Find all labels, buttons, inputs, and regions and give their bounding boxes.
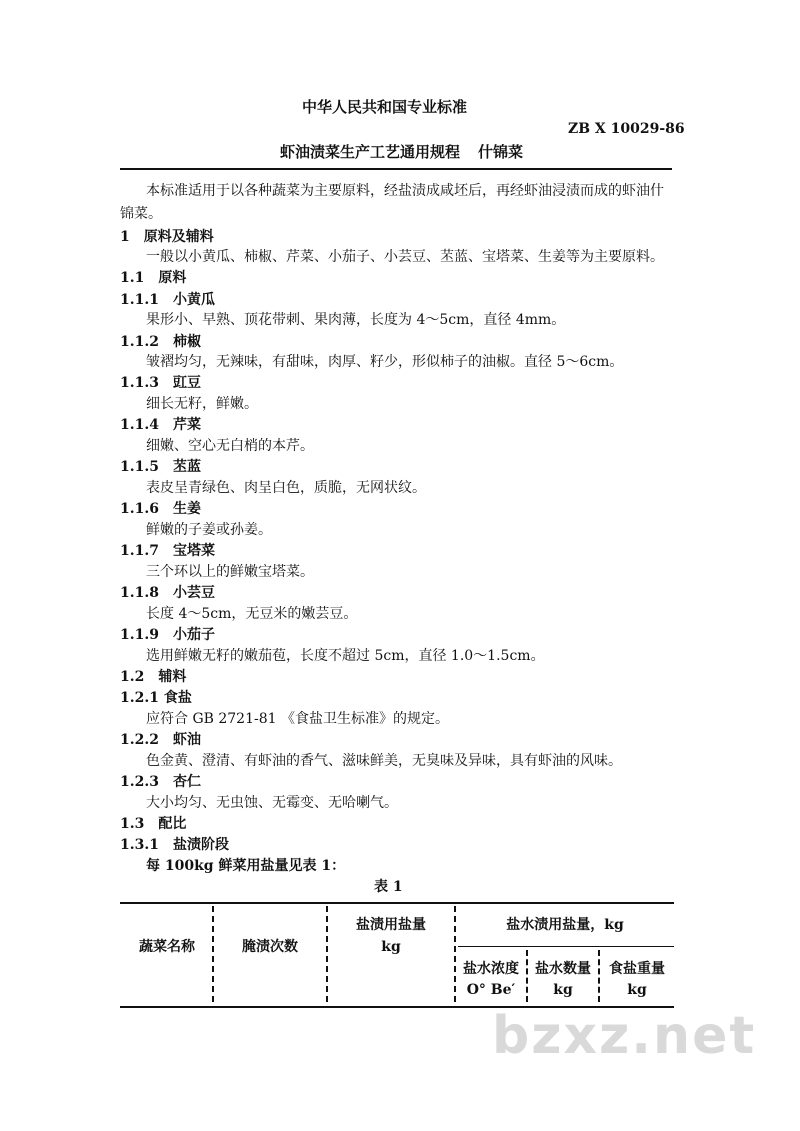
header-rule <box>120 168 672 170</box>
intro-line-2: 锦菜。 <box>120 206 162 222</box>
section-1-1-7-heading: 1.1.7 宝塔菜 <box>120 543 215 559</box>
section-1-1-1-text: 果形小、早熟、顶花带刺、果肉薄，长度为 4～5cm，直径 4mm。 <box>146 312 566 328</box>
section-1-1-9-heading: 1.1.9 小茄子 <box>120 627 215 643</box>
subheader-brine-concentration: 盐水浓度 <box>463 961 519 977</box>
header-salt-amount: 盐渍用盐量 <box>356 917 426 933</box>
header-brine-salt: 盐水渍用盐量，kg <box>506 917 624 933</box>
section-1-1-2-text: 皱褶均匀，无辣味，有甜味，肉厚、籽少，形似柿子的油椒。直径 5～6cm。 <box>146 354 624 370</box>
subheader-salt-weight-unit: kg <box>627 982 647 998</box>
section-1-2-1-text: 应符合 GB 2721-81 《食盐卫生标准》的规定。 <box>146 711 449 727</box>
header-pickling-times: 腌渍次数 <box>242 939 298 955</box>
section-1-1-8-heading: 1.1.8 小芸豆 <box>120 585 215 601</box>
subheader-brine-concentration-unit: O° Be′ <box>466 982 516 998</box>
section-1-2-1-heading: 1.2.1 食盐 <box>120 690 192 706</box>
header-salt-unit: kg <box>381 939 401 955</box>
section-1-2-3-heading: 1.2.3 杏仁 <box>120 774 201 790</box>
table-top-rule <box>120 902 674 904</box>
section-1-1-4-text: 细嫩、空心无白梢的本芹。 <box>146 438 314 454</box>
section-1-2-2-text: 色金黄、澄清、有虾油的香气、滋味鲜美，无臭味及异味，具有虾油的风味。 <box>146 753 622 769</box>
section-1-1-4-heading: 1.1.4 芹菜 <box>120 417 201 433</box>
section-1-1-6-heading: 1.1.6 生姜 <box>120 501 201 517</box>
subheader-salt-weight: 食盐重量 <box>609 961 665 977</box>
org-title: 中华人民共和国专业标准 <box>302 98 468 116</box>
section-1-3-1-text: 每 100kg 鲜菜用盐量见表 1： <box>146 858 346 874</box>
section-1-2-3-text: 大小均匀、无虫蚀、无霉变、无哈喇气。 <box>146 795 398 811</box>
section-1-1-5-text: 表皮呈青绿色、肉呈白色，质脆，无网状纹。 <box>146 480 426 496</box>
subheader-brine-quantity-unit: kg <box>553 982 573 998</box>
section-1-1-7-text: 三个环以上的鲜嫩宝塔菜。 <box>146 564 314 580</box>
table-subheader-rule <box>458 946 674 947</box>
site-watermark: bzxz.net <box>492 1006 757 1066</box>
section-1-1-2-heading: 1.1.2 柿椒 <box>120 334 201 350</box>
intro-line-1: 本标准适用于以各种蔬菜为主要原料，经盐渍成咸坯后，再经虾油浸渍而成的虾油什 <box>146 183 664 199</box>
section-1-3-heading: 1.3 配比 <box>120 816 187 832</box>
section-1-1-6-text: 鲜嫩的子姜或孙姜。 <box>146 522 272 538</box>
table-caption: 表 1 <box>374 879 403 895</box>
section-1-1-3-text: 细长无籽，鲜嫩。 <box>146 396 258 412</box>
section-1-3-1-heading: 1.3.1 盐渍阶段 <box>120 837 229 853</box>
document-title: 虾油渍菜生产工艺通用规程 <box>280 143 461 161</box>
section-1-1-9-text: 选用鲜嫩无籽的嫩茄苞，长度不超过 5cm，直径 1.0～1.5cm。 <box>146 648 545 664</box>
section-1-2-2-heading: 1.2.2 虾油 <box>120 732 201 748</box>
section-1-text: 一般以小黄瓜、柿椒、芹菜、小茄子、小芸豆、苤蓝、宝塔菜、生姜等为主要原料。 <box>146 249 664 265</box>
section-1-heading: 1 原料及辅料 <box>120 229 214 245</box>
section-1-2-heading: 1.2 辅料 <box>120 669 187 685</box>
header-vegetable-name: 蔬菜名称 <box>139 939 195 955</box>
section-1-1-3-heading: 1.1.3 豇豆 <box>120 375 201 391</box>
section-1-1-8-text: 长度 4～5cm，无豆米的嫩芸豆。 <box>146 606 358 622</box>
section-1-1-1-heading: 1.1.1 小黄瓜 <box>120 292 215 308</box>
document-subtitle: 什锦菜 <box>478 143 524 161</box>
section-1-1-5-heading: 1.1.5 苤蓝 <box>120 459 201 475</box>
standard-code: ZB X 10029-86 <box>568 121 685 137</box>
subheader-brine-quantity: 盐水数量 <box>535 961 591 977</box>
section-1-1-heading: 1.1 原料 <box>120 270 187 286</box>
